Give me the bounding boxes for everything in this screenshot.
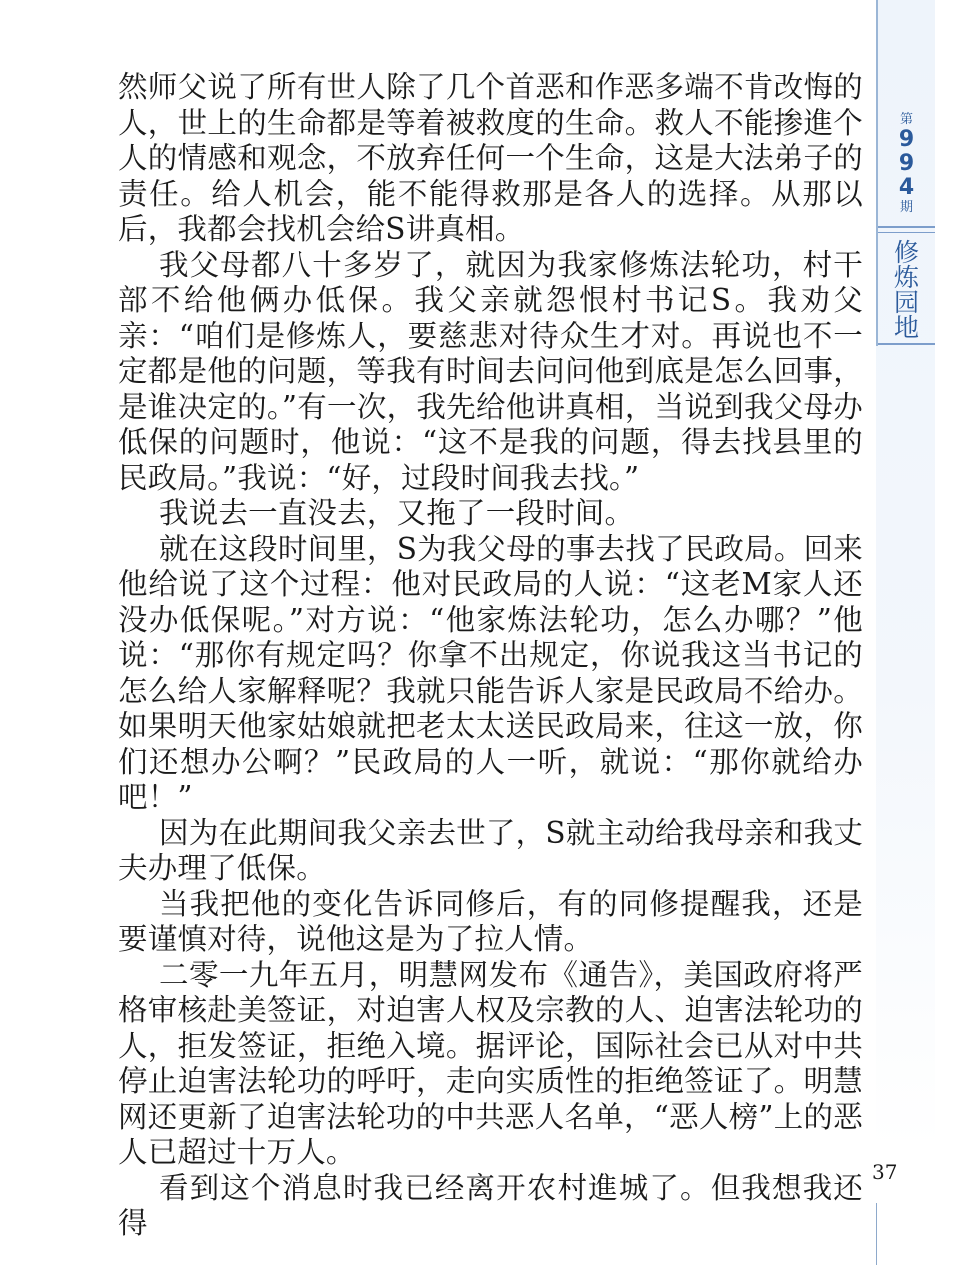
section-title-char: 园 xyxy=(893,288,919,317)
issue-suffix: 期 xyxy=(899,200,913,215)
issue-prefix: 第 xyxy=(899,112,913,127)
section-title-char: 炼 xyxy=(893,263,919,292)
issue-digit: 9 xyxy=(898,127,915,152)
issue-number xyxy=(878,128,935,200)
paragraph: 因为在此期间我父亲去世了，S就主动给我母亲和我丈夫办理了低保。 xyxy=(118,815,863,885)
section-title-char: 修 xyxy=(893,238,919,267)
section-title xyxy=(878,240,935,340)
paragraph: 我父母都八十多岁了，就因为我家修炼法轮功，村干部不给他俩办低保。我父亲就怨恨村书记S。我劝父亲：“咱们是修炼人，要慈悲对待众生才对。再说也不一定都是他的问题，等我有时间去问问他到底是怎么回事，是谁决定的。”有一次，我先给他讲真相，当说到我父母办低保的问题时，他说：“这不是我的问题，得去找县里的民政局。”我说：“好，过段时间我去找。” xyxy=(118,247,863,495)
paragraph: 二零一九年五月，明慧网发布《通告》，美国政府将严格审核赴美签证，对迫害人权及宗教的人、迫害法轮功的人，拒发签证，拒绝入境。据评论，国际社会已从对中共停止迫害法轮功的呼吁，走向实质性的拒绝签证了。明慧网还更新了迫害法轮功的中共恶人名单，“恶人榜”上的恶人已超过十万人。 xyxy=(118,957,863,1169)
issue-digit: 9 xyxy=(898,151,915,176)
paragraph: 我说去一直没去，又拖了一段时间。 xyxy=(159,496,635,530)
paragraph: 然师父说了所有世人除了几个首恶和作恶多端不肯改悔的人，世上的生命都是等着被救度的生命。救人不能掺進个人的情感和观念，不放弃任何一个生命，这是大法弟子的责任。给人机会，能不能得救那是各人的选择。从那以后，我都会找机会给S讲真相。 xyxy=(118,70,863,246)
article-body xyxy=(118,70,863,1242)
section-divider xyxy=(878,232,935,233)
margin-rule-bottom xyxy=(876,1203,877,1265)
paragraph: 看到这个消息时我已经离开农村進城了。但我想我还得 xyxy=(118,1170,863,1240)
paragraph: 当我把他的变化告诉同修后，有的同修提醒我，还是要谨慎对待，说他这是为了拉人情。 xyxy=(118,886,863,956)
issue-digit: 4 xyxy=(898,175,915,200)
paragraph: 就在这段时间里，S为我父母的事去找了民政局。回来他给说了这个过程：他对民政局的人说：“这老M家人还没办低保呢。”对方说：“他家炼法轮功，怎么办哪？”他说：“那你有规定吗？你拿不出规定，你说我这当书记的怎么给人家解释呢？我就只能告诉人家是民政局不给办。如果明天他家姑娘就把老太太送民政局来，往这一放，你们还想办公啊？”民政局的人一听，就说：“那你就给办吧！” xyxy=(118,531,863,814)
section-divider xyxy=(878,226,935,228)
issue-label xyxy=(878,104,935,226)
section-title-char: 地 xyxy=(893,313,919,342)
page-number: 37 xyxy=(872,1160,898,1184)
section-divider xyxy=(878,343,935,345)
